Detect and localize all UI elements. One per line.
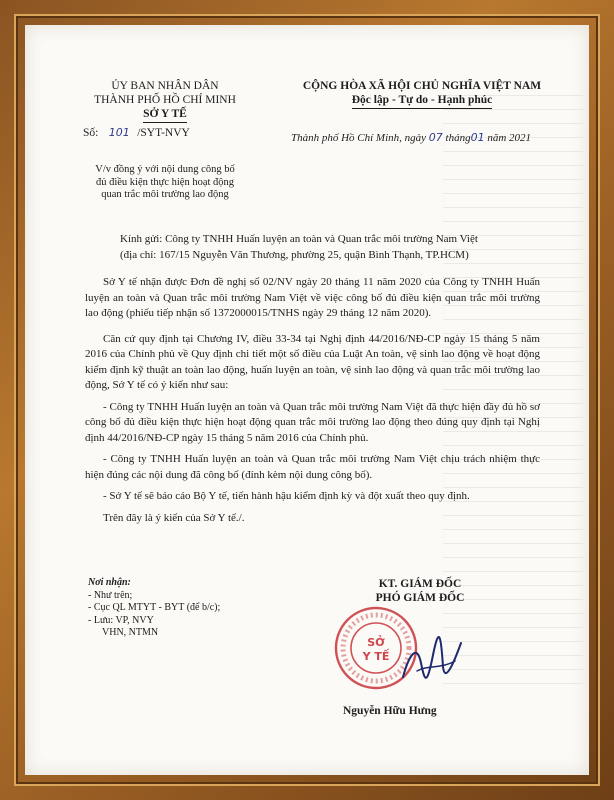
recipient-block [120,232,540,263]
date-text-a: Thành phố Hồ Chí Minh, ngày [290,132,427,144]
subject-line-3: quan trắc môi trường lao động [101,189,229,200]
date-text-b: tháng [445,132,471,144]
document-number [83,126,190,139]
signature-block [325,577,515,605]
doc-number-suffix: /SYT-NVY [137,127,190,139]
national-motto: Độc lập - Tự do - Hạnh phúc [352,93,493,109]
agency-header [65,79,265,123]
subject-line [65,164,265,202]
national-header [287,79,557,109]
bullet-3: - Sở Y tế sẽ báo cáo Bộ Y tế, tiến hành hậu kiểm định kỳ và đột xuất theo quy định. [103,490,470,502]
recipient-item: - Lưu: VP, NVY [88,614,154,626]
issue-date [261,131,561,144]
subject-line-1: V/v đồng ý với nội dung công bố [95,164,235,175]
letter-body [85,275,540,526]
subject-line-2: đủ điều kiện thực hiện hoạt động [95,176,235,188]
recipients-list [88,577,258,640]
signature-title-1: KT. GIÁM ĐỐC [378,578,462,590]
svg-text:Y TẾ: Y TẾ [362,650,390,663]
recipient-item: - Cục QL MTYT - BYT (để b/c); [88,602,221,613]
bullet-1: - Công ty TNHH Huấn luyện an toàn và Quan trắc môi trường Nam Việt đã thực hiện đầy đủ hồ sơ công bố đủ điều kiện thực hiện hoạt động quan trắc môi trường lao động theo đúng quy định tại Nghị định 44/2016/NĐ-CP ngày 15 tháng 5 năm 2016 của Chính phủ. [85,400,540,444]
date-month: 01 [470,131,485,144]
doc-number-prefix: Số: [83,127,99,139]
bullet-2: - Công ty TNHH Huấn luyện an toàn và Quan trắc môi trường Nam Việt chịu trách nhiệm thực hiện đúng các nội dung đã công bố (đính kèm nội dung công bố). [85,453,540,481]
recipient-address: (địa chỉ: 167/15 Nguyễn Văn Thương, phường 25, quận Bình Thạnh, TP.HCM) [120,248,469,261]
paragraph-2: Căn cứ quy định tại Chương IV, điều 33-34 tại Nghị định 44/2016/NĐ-CP ngày 15 tháng 5 năm 2016 của Chính phủ về Quy định chi tiết một số điều của Luật An toàn, vệ sinh lao động về hoạt động kiểm định kỹ thuật an toàn lao động, huấn luyện an toàn, vệ sinh lao động và quan trắc môi trường lao động, Sở Y tế có ý kiến như sau: [85,332,540,391]
date-text-c: năm 2021 [487,132,532,144]
agency-line-1: ỦY BAN NHÂN DÂN [111,80,219,92]
handwritten-signature [397,625,467,695]
paragraph-1: Sở Y tế nhận được Đơn đề nghị số 02/NV ngày 20 tháng 11 năm 2020 của Công ty TNHH Huấn luyện an toàn và Quan trắc môi trường Nam Việt về việc công bố đủ điều kiện quan trắc môi trường lao động (phiếu tiếp nhận số 1372000015/TNHS ngày 29 tháng 12 năm 2020). [85,276,540,319]
closing-line: Trên đây là ý kiến của Sở Y tế./. [103,511,245,524]
recipients-title: Nơi nhận: [88,577,131,588]
svg-text:SỞ: SỞ [367,636,385,649]
doc-number-handwritten: 101 [108,126,130,139]
signer-name: Nguyễn Hữu Hưng [343,705,437,717]
recipient: Kính gửi: Công ty TNHH Huấn luyện an toàn và Quan trắc môi trường Nam Việt [120,233,478,245]
agency-line-2: THÀNH PHỐ HỒ CHÍ MINH [94,94,236,106]
recipient-item: VHN, NTMN [102,627,159,638]
document-paper [25,25,589,775]
agency-line-3: SỞ Y TẾ [143,107,187,123]
date-day: 07 [428,131,443,144]
national-title: CỘNG HÒA XÃ HỘI CHỦ NGHĨA VIỆT NAM [302,80,542,92]
recipient-item: - Như trên; [88,589,133,601]
signature-title-2: PHÓ GIÁM ĐỐC [375,592,465,604]
